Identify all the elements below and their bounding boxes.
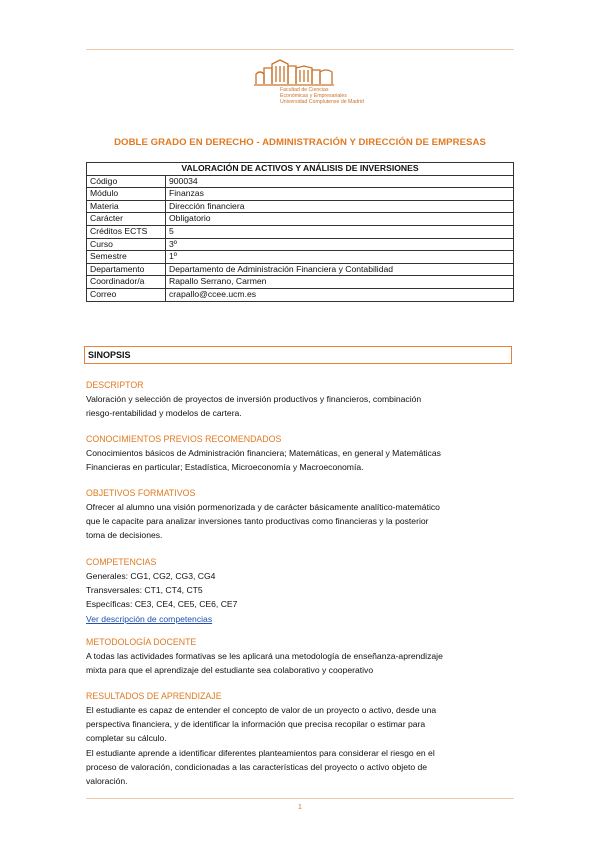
prior-knowledge-line: Conocimientos básicos de Administración financiera; Matemáticas, en general y Matemáticas: [86, 448, 441, 458]
learning-outcomes-text: [86, 703, 514, 788]
learning-outcomes-line: El estudiante aprende a identificar diferentes planteamientos para considerar el riesgo en el: [86, 747, 435, 758]
row-value: 3º: [166, 238, 514, 251]
logo-line-2: Económicas y Empresariales: [280, 93, 347, 100]
logo-line-3: Universidad Complutense de Madrid: [280, 99, 364, 106]
row-value: 900034: [166, 175, 514, 188]
table-row: [87, 263, 514, 276]
objectives-heading: OBJETIVOS FORMATIVOS: [86, 488, 196, 498]
synopsis-section-header: [84, 346, 512, 364]
methodology-text: [86, 649, 514, 677]
row-value: Finanzas: [166, 188, 514, 201]
row-value: 5: [166, 225, 514, 238]
row-value: Obligatorio: [166, 213, 514, 226]
learning-outcomes-heading: RESULTADOS DE APRENDIZAJE: [86, 691, 222, 701]
row-key: Departamento: [87, 263, 166, 276]
row-key: Créditos ECTS: [87, 225, 166, 238]
row-key: Correo: [87, 288, 166, 301]
descriptor-heading: DESCRIPTOR: [86, 380, 144, 390]
subject-info-table: [86, 162, 514, 302]
table-row: [87, 200, 514, 213]
table-row: [87, 213, 514, 226]
learning-outcomes-line: completar su cálculo.: [86, 733, 167, 744]
methodology-heading: METODOLOGÍA DOCENTE: [86, 637, 197, 647]
learning-outcomes-line: proceso de valoración, condicionadas a las características del proyecto o activo objeto de: [86, 761, 428, 772]
row-key: Código: [87, 175, 166, 188]
table-row: [87, 175, 514, 188]
logo-caption: [280, 87, 364, 106]
competencies-description-link[interactable]: Ver descripción de competencias: [86, 613, 213, 624]
general-competencies: Generales: CG1, CG2, CG3, CG4: [86, 571, 216, 581]
synopsis-label: SINOPSIS: [88, 350, 131, 360]
competencies-list: [86, 569, 514, 626]
competencies-heading: COMPETENCIAS: [86, 557, 157, 567]
table-row: [87, 188, 514, 201]
prior-knowledge-heading: CONOCIMIENTOS PREVIOS RECOMENDADOS: [86, 434, 282, 444]
transversal-competencies: Transversales: CT1, CT4, CT5: [86, 585, 203, 596]
row-key: Carácter: [87, 213, 166, 226]
subject-title: VALORACIÓN DE ACTIVOS Y ANÁLISIS DE INVERSIONES: [87, 163, 514, 176]
row-value: crapallo@ccee.ucm.es: [166, 288, 514, 301]
row-key: Curso: [87, 238, 166, 251]
descriptor-line: Valoración y selección de proyectos de inversión productivos y financieros, combinación: [86, 394, 422, 404]
row-value: Rapallo Serrano, Carmen: [166, 276, 514, 289]
row-key: Módulo: [87, 188, 166, 201]
methodology-line: A todas las actividades formativas se les aplicará una metodología de enseñanza-aprendizaje: [86, 651, 443, 661]
objectives-line: que le capacite para analizar inversiones tanto productivas como financieras y la posterior: [86, 516, 429, 527]
descriptor-text: [86, 392, 514, 420]
row-value: Departamento de Administración Financiera y Contabilidad: [166, 263, 514, 276]
learning-outcomes-line: valoración.: [86, 776, 128, 787]
degree-title: DOBLE GRADO EN DERECHO - ADMINISTRACIÓN Y DIRECCIÓN DE EMPRESAS: [114, 137, 486, 148]
row-key: Semestre: [87, 251, 166, 264]
table-row: [87, 238, 514, 251]
objectives-line: toma de decisiones.: [86, 530, 163, 541]
table-row: [87, 251, 514, 264]
footer-rule: [86, 798, 514, 799]
row-key: Coordinador/a: [87, 276, 166, 289]
header-rule: [86, 49, 514, 50]
objectives-line: Ofrecer al alumno una visión pormenorizada y de carácter básicamente analítico-matemático: [86, 502, 440, 512]
row-key: Materia: [87, 200, 166, 213]
objectives-text: [86, 500, 514, 543]
prior-knowledge-line: Financieras en particular; Estadística, Microeconomía y Macroeconomía.: [86, 462, 364, 473]
learning-outcomes-line: perspectiva financiera, y de identificar la información que precisa recopilar o estimar para: [86, 719, 426, 730]
prior-knowledge-text: [86, 446, 514, 474]
table-row: [87, 225, 514, 238]
methodology-line: mixta para que el aprendizaje del estudiante sea colaborativo y cooperativo: [86, 665, 374, 676]
logo-line-1: Facultad de Ciencias: [280, 87, 329, 93]
table-row: [87, 276, 514, 289]
page-number: 1: [297, 802, 303, 811]
row-value: Dirección financiera: [166, 200, 514, 213]
learning-outcomes-line: El estudiante es capaz de entender el concepto de valor de un proyecto o activo, desde una: [86, 705, 437, 715]
row-value: 1º: [166, 251, 514, 264]
descriptor-line: riesgo-rentabilidad y modelos de cartera.: [86, 408, 242, 419]
table-row: [87, 288, 514, 301]
specific-competencies: Específicas: CE3, CE4, CE5, CE6, CE7: [86, 599, 238, 610]
